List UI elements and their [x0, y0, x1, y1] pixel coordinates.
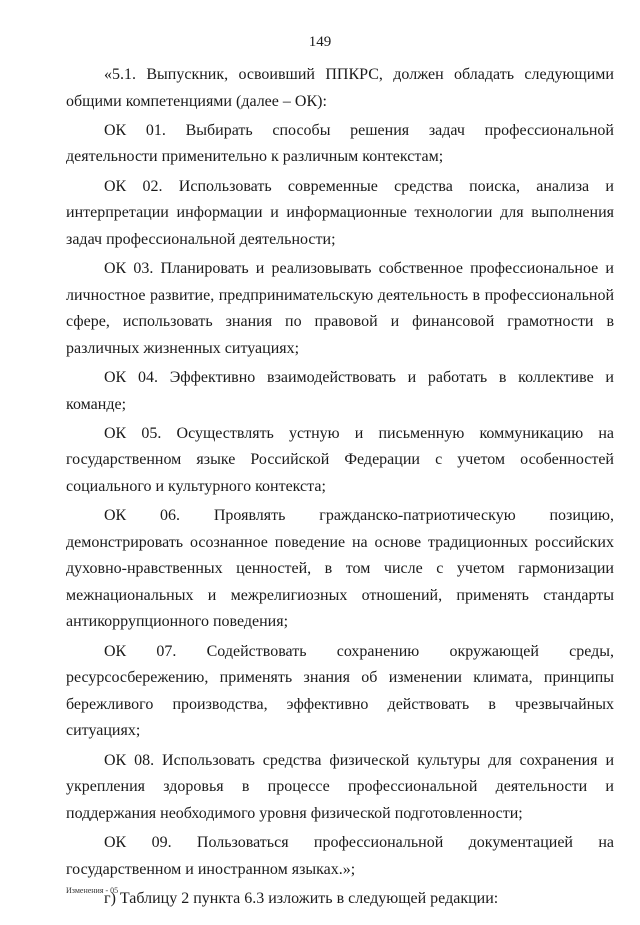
paragraph-ok07: ОК 07. Содействовать сохранению окружающей среды, ресурсосбережению, применять знания об изменении климата, принципы бережливого производства, эффективно действовать в чрезвычайных ситуациях; — [66, 642, 614, 740]
paragraph-ok08: ОК 08. Использовать средства физической культуры для сохранения и укрепления здоровья в процессе профессиональной деятельности и поддержания необходимого уровня физической подготовленности; — [66, 751, 614, 822]
paragraph-ok04: ОК 04. Эффективно взаимодействовать и работать в коллективе и команде; — [66, 368, 614, 413]
paragraph-ok09: ОК 09. Пользоваться профессиональной документацией на государственном и иностранном языках.»; — [66, 833, 614, 878]
page-number: 149 — [308, 34, 332, 50]
paragraph-ok02: ОК 02. Использовать современные средства поиска, анализа и интерпретации информации и информационные технологии для выполнения задач профессиональной деятельности; — [66, 177, 614, 248]
footer-note: Изменения - 05 — [66, 886, 119, 895]
document-body — [66, 62, 614, 915]
paragraph-ok06: ОК 06. Проявлять гражданско-патриотическую позицию, демонстрировать осознанное поведение на основе традиционных российских духовно-нравственных ценностей, в том числе с учетом гармонизации межнациональных и межрелигиозных отношений, применять стандарты антикоррупционного поведения; — [66, 507, 614, 631]
paragraph-ok03: ОК 03. Планировать и реализовывать собственное профессиональное и личностное развитие, предпринимательскую деятельность в профессиональной сфере, использовать знания по правовой и финансовой грамотности в различных жизненных ситуациях; — [66, 259, 614, 357]
paragraph-intro: «5.1. Выпускник, освоивший ППКРС, должен обладать следующими общими компетенциями (далее – ОК): — [66, 66, 614, 110]
paragraph-ok01: ОК 01. Выбирать способы решения задач профессиональной деятельности применительно к различным контекстам; — [66, 121, 614, 166]
paragraph-ok05: ОК 05. Осуществлять устную и письменную коммуникацию на государственном языке Российской Федерации с учетом особенностей социального и культурного контекста; — [66, 424, 614, 495]
paragraph-table-instruction: г) Таблицу 2 пункта 6.3 изложить в следующей редакции: — [104, 889, 499, 907]
